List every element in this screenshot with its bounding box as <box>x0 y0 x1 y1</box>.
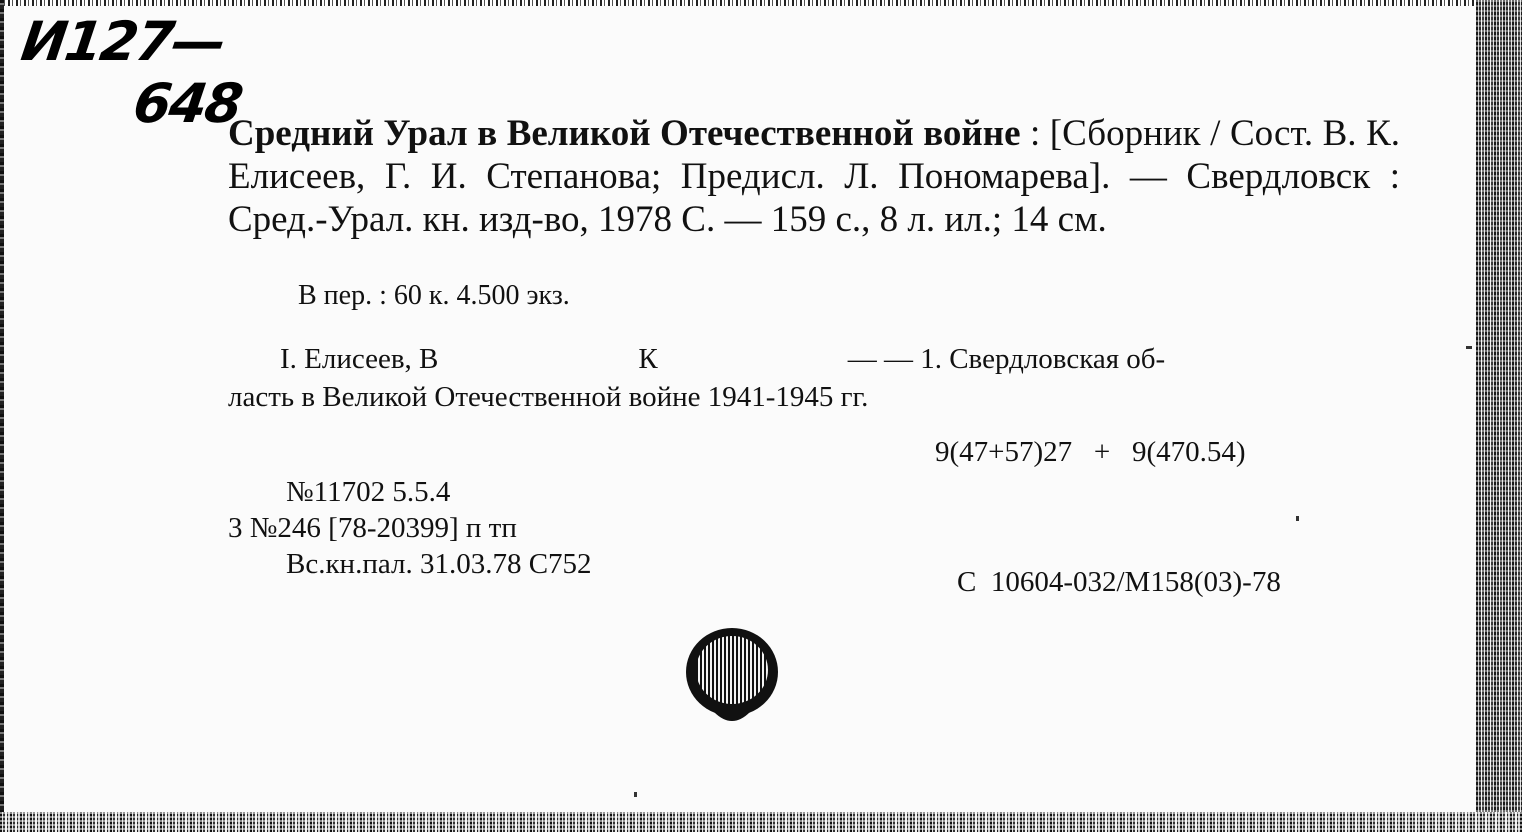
entry-title: Средний Урал в Великой Отечественной войне <box>228 113 1021 154</box>
scan-edge-right <box>1476 0 1522 832</box>
scan-speck <box>1296 516 1299 521</box>
handwritten-shelfmark-line2: 648 <box>129 72 246 135</box>
library-stamp-seal-icon <box>684 626 780 730</box>
scan-edge-bottom <box>0 812 1522 832</box>
card-number-line3: Вс.кн.пал. 31.03.78 С752 <box>286 548 592 580</box>
card-numbers <box>228 474 592 582</box>
price-line: В пер. : 60 к. 4.500 экз. <box>298 280 570 311</box>
scan-edge-left <box>0 0 4 832</box>
tracings <box>228 340 1400 416</box>
entry-description: : [Сборник / Сост. В. К. Елисеев, Г. И. Степанова; Предисл. Л. Пономарева]. — Свердловск : Сред.-Урал. кн. изд-во, 1978 С. — 159 с., 8 л. ил.; 14 см. <box>228 113 1400 240</box>
scan-speck <box>634 792 637 797</box>
publisher-code: С 10604-032/М158(03)-78 <box>957 566 1281 598</box>
scan-speck <box>1466 346 1472 349</box>
classification-index: 9(47+57)27 + 9(470.54) <box>935 436 1246 468</box>
tracings-line2: ласть в Великой Отечественной войне 1941-1945 гг. <box>228 381 869 413</box>
card-number-line2: 3 №246 [78-20399] п тп <box>228 512 517 544</box>
tracings-line1 <box>228 340 1400 378</box>
tracing-initial: К <box>638 343 658 375</box>
scan-edge-top <box>0 0 1522 6</box>
card-number-line1: №11702 5.5.4 <box>286 476 451 508</box>
tracing-subject: — — 1. Свердловская об- <box>847 343 1166 375</box>
handwritten-shelfmark-line1: И127— <box>17 10 229 73</box>
bibliographic-entry <box>228 112 1400 241</box>
tracing-author: I. Елисеев, В <box>280 343 439 375</box>
